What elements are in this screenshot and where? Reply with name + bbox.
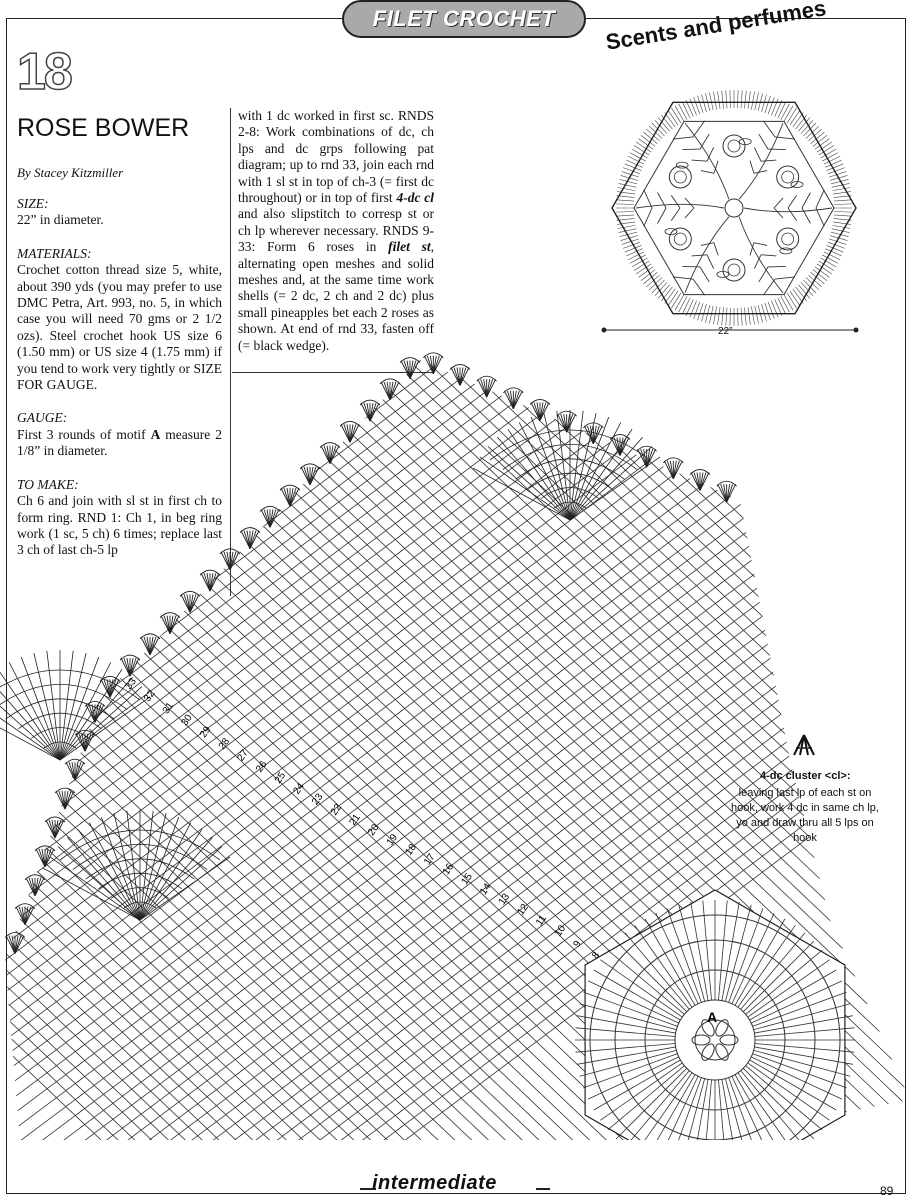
edge-shell	[45, 817, 65, 838]
thumbnail-rose	[669, 162, 691, 188]
thumbnail-center	[725, 199, 743, 217]
round-number-label: 12	[515, 902, 531, 918]
round-number-label: 17	[422, 851, 438, 868]
edge-shell	[220, 549, 240, 570]
tomake-text: Ch 6 and join with sl st in first ch to form ring. RND 1: Ch 1, in beg ring work (1 sc, 5 ch) 6 times; replace last 3 ch of last ch-5 lp	[17, 493, 222, 558]
edge-shell	[180, 591, 200, 612]
thumbnail-rose	[777, 228, 799, 254]
edge-shell	[200, 570, 220, 591]
edge-shell	[423, 353, 443, 374]
round-number-label: 28	[216, 736, 233, 752]
edge-shell	[260, 506, 280, 527]
edge-shell	[320, 443, 340, 464]
round-number-label: 11	[534, 913, 550, 929]
round-number-label: 31	[160, 700, 177, 717]
round-number-label: 25	[272, 770, 289, 786]
round-number-label: 10	[552, 923, 569, 939]
thumbnail-rose	[717, 259, 745, 281]
round-number-label: 22	[328, 802, 345, 818]
edge-shell	[530, 400, 550, 421]
edge-shell	[477, 376, 497, 397]
motif-a-label: A	[707, 1009, 718, 1025]
thumbnail-roses	[665, 135, 803, 281]
gauge-heading: GAUGE:	[17, 410, 68, 426]
edge-shell	[557, 411, 577, 432]
edge-shell	[240, 528, 260, 549]
round-number-label: 14	[478, 881, 494, 898]
scents-heading: Scents and perfumes	[604, 0, 828, 55]
round-number-label: 27	[235, 747, 251, 764]
instructions-column-2: with 1 dc worked in first sc. RNDS 2-8: Work combinations of dc, ch lps and dc grps following pat diagram; up to rnd 33, join each rnd with 1 sl st in top of ch-3 (= first dc throughout) or in top of first 4-dc cl and also slipstitch to corresp st or ch lp wherever necessary. RNDS 9-33: Form 6 roses in filet st, alternating open meshes and solid meshes and, at the same time work shells (= 2 dc, 2 ch and 2 dc) plus small pineapples bet each 2 roses as shown. At end of rnd 33, fasten off (= black wedge).	[238, 108, 435, 353]
difficulty-level: intermediate	[372, 1172, 497, 1194]
edge-shell	[25, 875, 45, 896]
round-number-label: 23	[310, 791, 326, 808]
edge-shell	[280, 485, 300, 506]
edge-shell	[503, 388, 523, 409]
gauge-text: First 3 rounds of motif A measure 2 1/8” in diameter.	[17, 426, 222, 459]
round-number-label: 13	[496, 891, 513, 908]
edge-shell	[140, 634, 160, 655]
round-number-label: 18	[403, 842, 419, 858]
edge-shell	[35, 846, 55, 867]
pattern-byline: By Stacey Kitzmiller	[17, 165, 124, 180]
edge-shell	[717, 481, 737, 502]
round-number-label: 16	[440, 861, 457, 878]
round-number-label: 32	[142, 688, 158, 704]
legend-title: 4-dc cluster <cl>:	[760, 770, 851, 782]
edge-shell	[55, 788, 75, 809]
edge-shell	[637, 446, 657, 467]
crochet-chart	[0, 340, 916, 1140]
pattern-number: 18	[17, 43, 71, 101]
section-tab	[342, 0, 586, 38]
thumbnail-rose	[723, 135, 751, 157]
round-number-label: 21	[347, 812, 363, 828]
round-number-label: 9	[571, 938, 584, 950]
thumbnail-rose	[665, 228, 691, 250]
round-number-label: 20	[366, 822, 382, 838]
size-heading: SIZE:	[17, 196, 49, 211]
round-number-label: 8	[590, 950, 603, 961]
round-number-label: 19	[384, 832, 401, 848]
tomake-heading: TO MAKE:	[17, 476, 79, 492]
materials-text: Crochet cotton thread size 5, white, about 390 yds (you may prefer to use DMC Petra, Art. 993, no. 5, in which case you will need 70 gms or 2 1/2 ozs). Steel crochet hook US size 6 (1.50 mm) or US size 4 (1.75 mm) if you tend to work very tightly or SIZE FOR GAUGE.	[17, 262, 222, 393]
legend-text: leaving last lp of each st on hook, work 4 dc in same ch lp, yo and draw thru all 5 lps on hook	[731, 787, 879, 844]
motif-a	[575, 890, 855, 1140]
pattern-title: ROSE BOWER	[17, 114, 190, 142]
edge-shell	[120, 655, 140, 676]
round-number-label: 15	[459, 871, 475, 888]
cluster-symbol-icon	[791, 732, 817, 758]
round-number-label: 26	[254, 759, 270, 775]
materials-heading: MATERIALS:	[17, 245, 92, 261]
dimension-label: 22”	[718, 326, 733, 337]
round-number-label: 24	[291, 781, 307, 797]
edge-shell	[300, 464, 320, 485]
edge-shell	[5, 933, 25, 954]
round-number-label: 30	[179, 712, 195, 729]
round-number-label: 33	[123, 676, 139, 692]
edge-shell	[450, 365, 470, 386]
pineapple	[0, 650, 150, 760]
thumbnail-rose	[777, 166, 803, 188]
section-title: FILET CROCHET	[372, 6, 556, 31]
thumbnail-stems	[636, 121, 832, 295]
size-text: 22” in diameter.	[17, 212, 104, 228]
edge-shell	[690, 470, 710, 491]
edge-shell	[663, 458, 683, 479]
page-number: 89	[880, 1184, 894, 1198]
round-number-label: 29	[198, 724, 214, 741]
doily-thumbnail	[598, 80, 868, 330]
thumbnail-border-rays	[616, 90, 852, 326]
